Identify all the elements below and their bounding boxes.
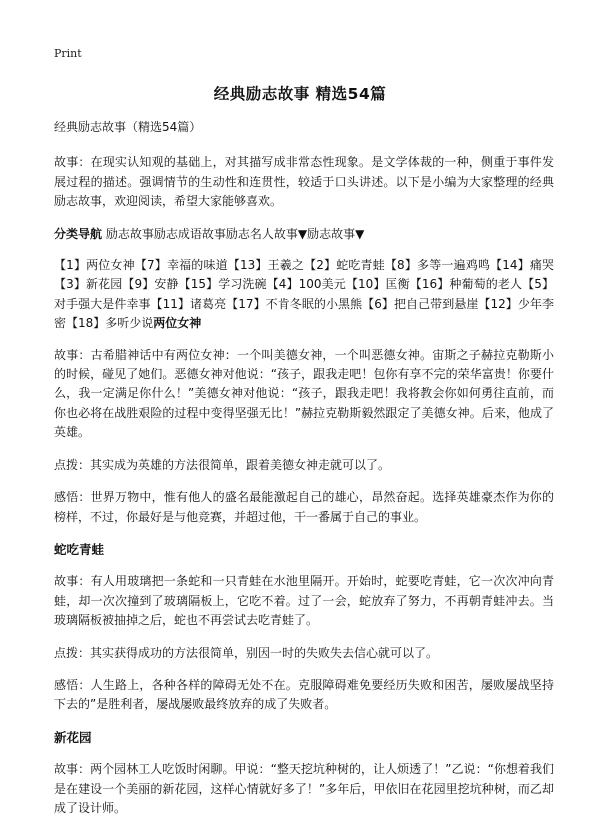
section-heading: 蛇吃青蛙: [54, 541, 105, 557]
toc-link[interactable]: 【6】把自己带到悬崖: [362, 296, 479, 311]
category-nav: [54, 225, 554, 244]
toc-bold-title: 两位女神: [153, 316, 202, 331]
story-sections: [54, 346, 554, 819]
toc-link[interactable]: 【9】安静: [122, 277, 179, 292]
story-paragraph: 点拨：其实获得成功的方法很简单，别因一时的失败失去信心就可以了。: [54, 645, 439, 660]
toc-link[interactable]: 【1】两位女神: [54, 258, 135, 273]
toc-link[interactable]: 【13】王羲之: [227, 258, 305, 273]
story-paragraph: 故事：有人用玻璃把一条蛇和一只青蛙在水池里隔开。开始时，蛇要吃青蛙，它一次次冲向青蛙，却一次次撞到了玻璃隔板上，它吃不着。过了一会，蛇放弃了努力，不再朝青蛙冲去。当玻璃隔板被抽掉之后，蛇也不再尝试去吃青蛙了。: [54, 574, 554, 628]
toc-link[interactable]: 【15】学习洗碗: [178, 277, 267, 292]
story-paragraph: 故事：古希腊神话中有两位女神：一个叫美德女神，一个叫恶德女神。宙斯之子赫拉克勒斯小的时候，碰见了她们。恶德女神对他说：“孩子，跟我走吧！包你有享不完的荣华富贵！你要什么，我一定满足你什么！”美德女神对他说：“孩子，跟我走吧！我将教会你如何勇往直前，而你也必将在战胜艰险的过程中变得坚强无比！”赫拉克勒斯毅然跟定了美德女神。后来，他成了英雄。: [54, 347, 554, 440]
toc-link[interactable]: 【12】少年李密: [54, 296, 554, 331]
toc-link[interactable]: 【11】诸葛亮: [150, 296, 227, 311]
page-title: 经典励志故事 精选54篇: [213, 85, 387, 103]
article-body: [54, 118, 554, 831]
print-link[interactable]: Print: [54, 47, 82, 60]
toc-link[interactable]: 【16】种葡萄的老人: [409, 277, 523, 292]
toc-link[interactable]: 【18】多听少说: [66, 316, 154, 331]
toc-link[interactable]: 【5】对手强大是件幸事: [54, 277, 554, 311]
toc-link[interactable]: 【8】多等一遍鸡鸣: [384, 258, 491, 273]
story-paragraph: 感悟：人生路上，各种各样的障碍无处不在。克服障碍难免要经历失败和困苦，屡败屡战坚持下去的”是胜利者，屡战屡败最终放弃的成了失败者。: [54, 677, 554, 712]
toc-link[interactable]: 【2】蛇吃青蛙: [304, 258, 385, 273]
toc-link[interactable]: 【10】匡衡: [345, 277, 410, 292]
story-paragraph: 感悟：世界万物中，惟有他人的盛名最能激起自己的雄心，昂然奋起。选择英雄豪杰作为你的榜样，不过，你最好是与他竞赛，并超过他，干一番属于自己的事业。: [54, 490, 554, 524]
intro-paragraph: 故事：在现实认知观的基础上，对其描写成非常态性现象。是文学体裁的一种，侧重于事件发展过程的描述。强调情节的生动性和连贯性，较适于口头讲述。以下是小编为大家整理的经典励志故事，欢迎阅读，希望大家能够喜欢。: [54, 155, 554, 209]
toc-link[interactable]: 【17】不肯冬眠的小黑熊: [226, 296, 363, 311]
table-of-contents: [54, 256, 554, 334]
section-heading: 新花园: [54, 729, 92, 745]
category-nav-heading: 分类导航: [54, 226, 103, 241]
toc-link[interactable]: 【14】痛哭: [490, 258, 554, 273]
article-subtitle: 经典励志故事（精选54篇）: [54, 120, 202, 134]
story-paragraph: 点拨：其实成为英雄的方法很简单，跟着美德女神走就可以了。: [54, 457, 391, 472]
toc-link[interactable]: 【3】新花园: [54, 277, 123, 292]
toc-link[interactable]: 【4】100美元: [266, 277, 346, 292]
category-nav-links[interactable]: 励志故事励志成语故事励志名人故事▼励志故事▼: [105, 226, 365, 241]
toc-link[interactable]: 【7】幸福的味道: [134, 258, 228, 273]
story-paragraph: 故事：两个园林工人吃饭时闲聊。甲说：“整天挖坑种树的，让人烦透了！”乙说：“你想着我们是在建设一个美丽的新花园，这样心情就好多了！”多年后，甲依旧在花园里挖坑种树，而乙却成了设计师。: [54, 762, 554, 815]
